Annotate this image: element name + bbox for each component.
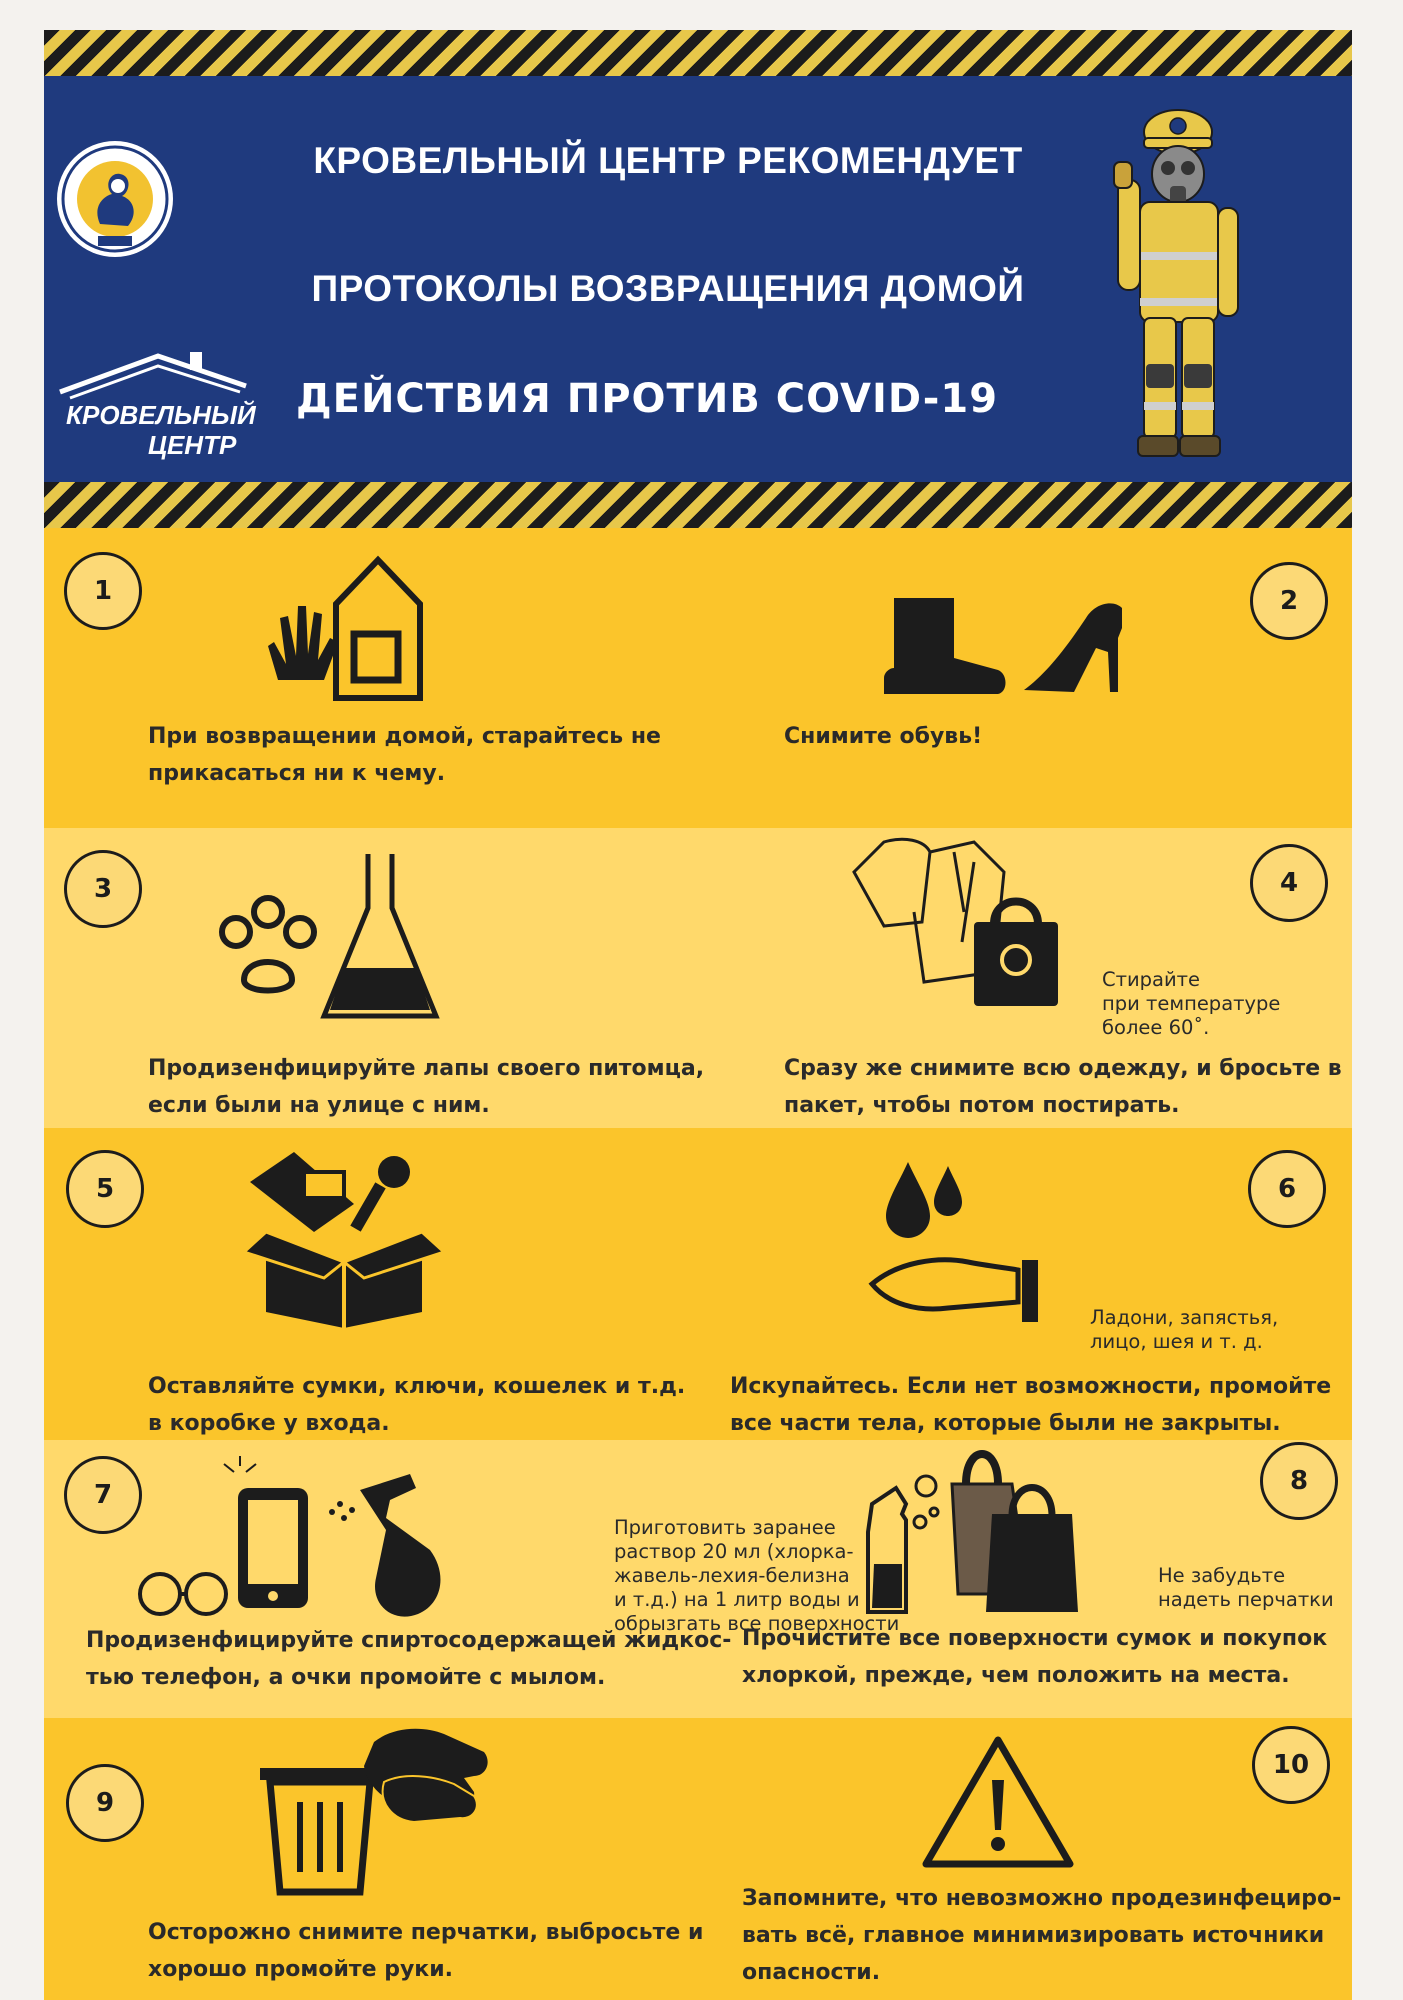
clothes-bag-icon (844, 832, 1074, 1012)
step-caption: Прочистите все поверхности сумок и покупок хлоркой, прежде, чем положить на места. (742, 1626, 1328, 1688)
header-banner (44, 76, 1352, 482)
phone-glasses-spray-icon (130, 1454, 500, 1624)
step-caption: Продизенфицируйте спиртосодержащей жидкос- тью телефон, а очки промойте с мылом. (86, 1628, 732, 1690)
step-caption: Сразу же снимите всю одежду, и бросьте в пакет, чтобы потом постирать. (784, 1056, 1342, 1118)
step-row-1-2 (44, 528, 1352, 828)
step-note: Ладони, запястья, лицо, шея и т. д. (1090, 1306, 1279, 1353)
step-caption: Снимите обувь! (784, 724, 983, 749)
step-caption: Искупайтесь. Если нет возможности, промойте все части тела, которые были не закрыты. (730, 1374, 1332, 1436)
step-number-badge: 9 (66, 1764, 144, 1842)
step-caption: При возвращении домой, старайтесь не прикасаться ни к чему. (148, 724, 661, 786)
header-title-line2: ПРОТОКОЛЫ ВОЗВРАЩЕНИЯ ДОМОЙ (311, 268, 1025, 309)
header-title-line1: КРОВЕЛЬНЫЙ ЦЕНТР РЕКОМЕНДУЕТ (313, 140, 1023, 181)
firefighter-mascot-icon (1104, 102, 1244, 482)
brand-name-line1: КРОВЕЛЬНЫЙ (66, 400, 256, 430)
step-number-badge: 8 (1260, 1442, 1338, 1520)
paw-flask-icon (194, 848, 454, 1028)
shoes-icon (874, 588, 1134, 718)
box-keys-icon (244, 1142, 444, 1332)
step-number-badge: 1 (64, 552, 142, 630)
step-note-gloves: Не забудьте надеть перчатки (1158, 1564, 1334, 1611)
step-number-badge: 2 (1250, 562, 1328, 640)
step-row-3-4 (44, 828, 1352, 1128)
header-title-line3: ДЕЙСТВИЯ ПРОТИВ COVID-19 (296, 376, 999, 422)
step-caption: Запомните, что невозможно продезинфециро- вать всё, главное минимизировать источники опасности. (742, 1886, 1342, 1985)
bags-spray-icon (862, 1424, 1122, 1624)
trash-gloves-icon (254, 1722, 494, 1902)
step-number-badge: 3 (64, 850, 142, 928)
step-caption: Осторожно снимите перчатки, выбросьте и хорошо промойте руки. (148, 1920, 704, 1982)
hand-drops-icon (868, 1152, 1068, 1332)
step-caption: Оставляйте сумки, ключи, кошелек и т.д. в коробке у входа. (148, 1374, 686, 1436)
step-caption: Продизенфицируйте лапы своего питомца, если были на улице с ним. (148, 1056, 705, 1118)
hand-house-icon (254, 548, 434, 708)
step-number-badge: 5 (66, 1150, 144, 1228)
brand-name-line2: ЦЕНТР (148, 430, 237, 460)
step-row-5-6 (44, 1128, 1352, 1440)
hazard-stripe-top (44, 30, 1352, 76)
poster (44, 30, 1352, 2000)
step-number-badge: 6 (1248, 1150, 1326, 1228)
step-note: Стирайте при температуре более 60˚. (1102, 968, 1281, 1039)
step-number-badge: 10 (1252, 1726, 1330, 1804)
hazard-stripe-bottom (44, 482, 1352, 528)
step-number-badge: 4 (1250, 844, 1328, 922)
step-row-9-10 (44, 1718, 1352, 2000)
step-row-7-8 (44, 1440, 1352, 1718)
step-note-solution: Приготовить заранее раствор 20 мл (хлорка- жавель-лехия-белизна и т.д.) на 1 литр воды и обрызгать все поверхности (614, 1516, 900, 1635)
step-number-badge: 7 (64, 1456, 142, 1534)
warning-icon (918, 1732, 1078, 1872)
